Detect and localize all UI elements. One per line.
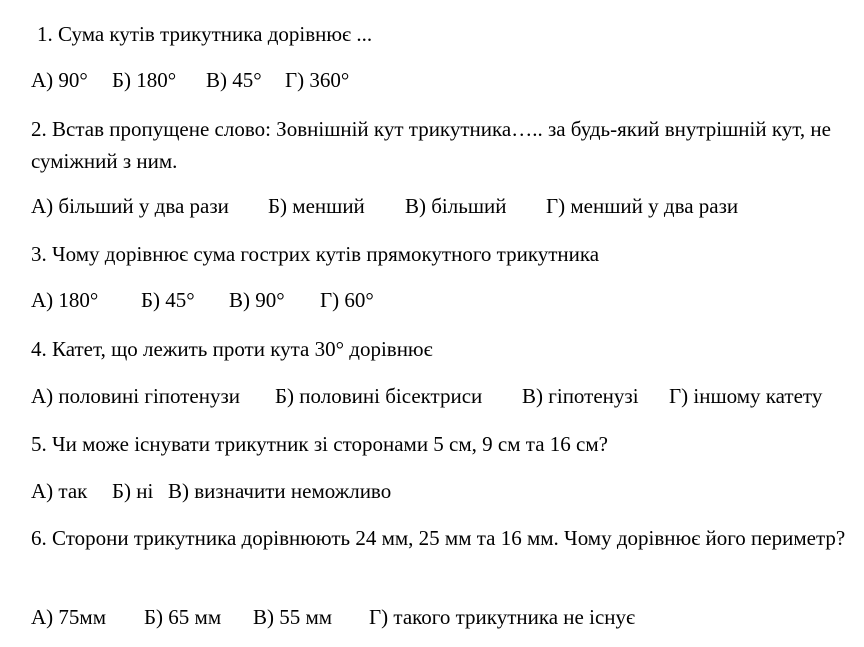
question-6-option-a: А) 75мм <box>31 605 106 629</box>
question-5-text: 5. Чи може існувати трикутник зі сторонами 5 см, 9 см та 16 см? <box>31 432 608 456</box>
question-2-option-a: А) більший у два рази <box>31 194 229 218</box>
question-6-option-b: Б) 65 мм <box>144 605 222 629</box>
question-1-text: 1. Сума кутів трикутника дорівнює ... <box>37 22 373 46</box>
question-5-option-b: Б) ні <box>112 479 154 503</box>
question-4-text: 4. Катет, що лежить проти кута 30° дорівнює <box>31 337 433 361</box>
question-4-option-d: Г) іншому катету <box>669 384 823 408</box>
question-2-text: 2. Встав пропущене слово: Зовнішній кут трикутника….. за будь-який внутрішній кут, не суміжний з ним. <box>31 117 831 173</box>
question-2-option-d: Г) менший у два рази <box>546 194 739 218</box>
question-6-text: 6. Сторони трикутника дорівнюють 24 мм, 25 мм та 16 мм. Чому дорівнює його периметр? <box>31 526 846 550</box>
question-5-option-c: В) визначити неможливо <box>168 479 392 503</box>
question-3-text: 3. Чому дорівнює сума гострих кутів прямокутного трикутника <box>31 242 600 266</box>
question-3-option-d: Г) 60° <box>320 288 374 312</box>
question-4-option-a: А) половині гіпотенузи <box>31 384 241 408</box>
question-3-option-b: Б) 45° <box>141 288 195 312</box>
question-2-option-b: Б) менший <box>268 194 365 218</box>
question-6-option-c: В) 55 мм <box>253 605 333 629</box>
question-5-option-a: А) так <box>31 479 88 503</box>
question-2-option-c: В) більший <box>405 194 507 218</box>
question-3-option-a: А) 180° <box>31 288 99 312</box>
question-1-option-c: В) 45° <box>206 68 262 92</box>
question-3-option-c: В) 90° <box>229 288 285 312</box>
question-6-option-d: Г) такого трикутника не існує <box>369 605 636 629</box>
question-4-option-c: В) гіпотенузі <box>522 384 639 408</box>
question-1-option-b: Б) 180° <box>112 68 177 92</box>
question-4-option-b: Б) половині бісектриси <box>275 384 483 408</box>
question-1-option-d: Г) 360° <box>285 68 350 92</box>
question-1-option-a: А) 90° <box>31 68 88 92</box>
